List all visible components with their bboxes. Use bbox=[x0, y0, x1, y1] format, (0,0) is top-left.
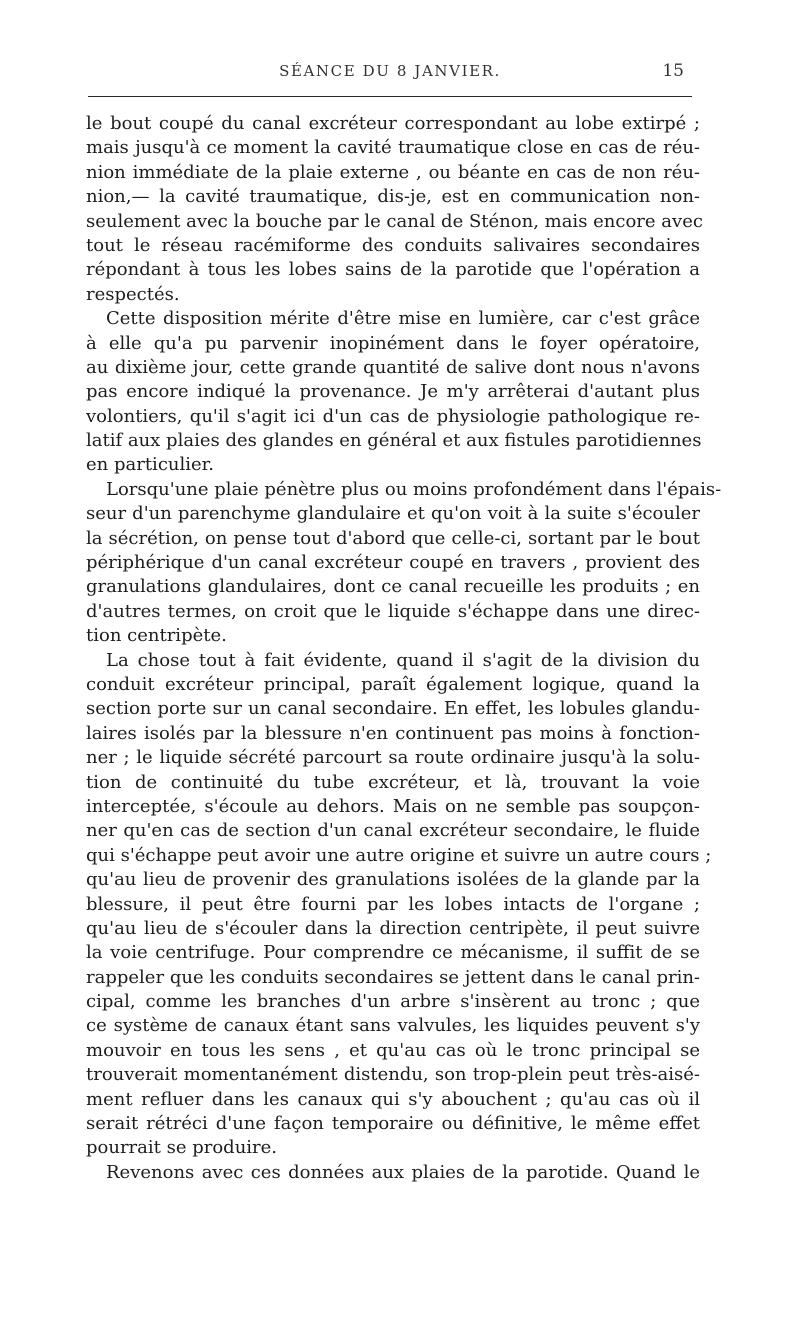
text-line: nion,— la cavité traumatique, dis-je, est en communication non- bbox=[86, 186, 700, 208]
text-line: granulations glandulaires, dont ce canal recueille les produits ; en bbox=[86, 576, 700, 598]
text-line: mais jusqu'à ce moment la cavité traumatique close en cas de réu- bbox=[86, 137, 700, 159]
text-line: tion centripète. bbox=[86, 625, 227, 647]
paragraph bbox=[86, 649, 712, 1161]
text-line: la sécrétion, on pense tout d'abord que celle-ci, sortant par le bout bbox=[86, 527, 700, 549]
text-line: seulement avec la bouche par le canal de Sténon, mais encore avec bbox=[86, 210, 703, 232]
text-line: qu'au lieu de provenir des granulations isolées de la glande par la bbox=[86, 869, 700, 891]
text-line: volontiers, qu'il s'agit ici d'un cas de physiologie pathologique re- bbox=[86, 405, 700, 427]
paragraph bbox=[86, 307, 700, 478]
text-line: ce système de canaux étant sans valvules, les liquides peuvent s'y bbox=[86, 1015, 700, 1037]
text-line: ment refluer dans les canaux qui s'y abouchent ; qu'au cas où il bbox=[86, 1088, 700, 1110]
text-line: Lorsqu'une plaie pénètre plus ou moins profondément dans l'épais- bbox=[106, 478, 722, 500]
text-line: laires isolés par la blessure n'en continuent pas moins à fonction- bbox=[86, 722, 700, 744]
text-line: le bout coupé du canal excréteur correspondant au lobe extirpé ; bbox=[86, 113, 700, 134]
text-line: pas encore indiqué la provenance. Je m'y arrêterai d'autant plus bbox=[86, 381, 700, 403]
text-line: La chose tout à fait évidente, quand il s'agit de la division du bbox=[106, 649, 700, 671]
text-line: répondant à tous les lobes sains de la parotide que l'opération a bbox=[86, 259, 700, 281]
text-line: mouvoir en tous les sens , et qu'au cas où le tronc principal se bbox=[86, 1039, 700, 1061]
text-line: interceptée, s'écoule au dehors. Mais on ne semble pas soupçon- bbox=[86, 795, 700, 817]
text-line: cipal, comme les branches d'un arbre s'insèrent au tronc ; que bbox=[86, 991, 700, 1013]
page-number: 15 bbox=[662, 61, 684, 81]
text-line: tion de continuité du tube excréteur, et là, trouvant la voie bbox=[86, 771, 700, 793]
text-line: rappeler que les conduits secondaires se jettent dans le canal prin- bbox=[86, 966, 700, 988]
text-line: qu'au lieu de s'écouler dans la direction centripète, il peut suivre bbox=[86, 917, 700, 939]
text-line: serait rétréci d'une façon temporaire ou définitive, le même effet bbox=[86, 1113, 700, 1135]
running-head bbox=[86, 58, 694, 84]
paragraph bbox=[86, 1161, 700, 1185]
paragraph bbox=[86, 112, 703, 307]
text-line: à elle qu'a pu parvenir inopinément dans le foyer opératoire, bbox=[86, 332, 700, 354]
paragraph bbox=[86, 478, 722, 649]
text-line: conduit excréteur principal, paraît également logique, quand la bbox=[86, 673, 700, 695]
text-line: d'autres termes, on croit que le liquide s'échappe dans une direc- bbox=[86, 600, 700, 622]
text-line: en particulier. bbox=[86, 454, 215, 476]
running-head-title: SÉANCE DU 8 JANVIER. bbox=[279, 62, 501, 80]
text-line: au dixième jour, cette grande quantité de salive dont nous n'avons bbox=[86, 356, 700, 378]
text-line: la voie centrifuge. Pour comprendre ce mécanisme, il suffit de se bbox=[86, 942, 700, 964]
text-line: nion immédiate de la plaie externe , ou béante en cas de non réu- bbox=[86, 161, 700, 183]
text-line: latif aux plaies des glandes en général et aux fistules parotidiennes bbox=[86, 430, 702, 452]
text-line: trouverait momentanément distendu, son trop-plein peut très-aisé- bbox=[86, 1064, 700, 1086]
text-line: ner qu'en cas de section d'un canal excréteur secondaire, le fluide bbox=[86, 820, 700, 842]
text-line: section porte sur un canal secondaire. En effet, les lobules glandu- bbox=[86, 698, 700, 720]
text-line: ner ; le liquide sécrété parcourt sa route ordinaire jusqu'à la solu- bbox=[86, 747, 700, 769]
text-line: Cette disposition mérite d'être mise en lumière, car c'est grâce bbox=[106, 308, 700, 330]
text-line: pourrait se produire. bbox=[86, 1137, 278, 1159]
text-line: blessure, il peut être fourni par les lobes intacts de l'organe ; bbox=[86, 893, 700, 915]
header-rule bbox=[88, 96, 692, 97]
text-line: tout le réseau racémiforme des conduits salivaires secondaires bbox=[86, 234, 700, 256]
text-line: Revenons avec ces données aux plaies de la parotide. Quand le bbox=[106, 1161, 700, 1183]
text-line: seur d'un parenchyme glandulaire et qu'on voit à la suite s'écouler bbox=[86, 503, 700, 525]
text-line: respectés. bbox=[86, 283, 180, 305]
body-text bbox=[86, 112, 722, 1185]
text-line: périphérique d'un canal excréteur coupé en travers , provient des bbox=[86, 552, 700, 574]
text-line: qui s'échappe peut avoir une autre origine et suivre un autre cours ; bbox=[86, 844, 712, 866]
